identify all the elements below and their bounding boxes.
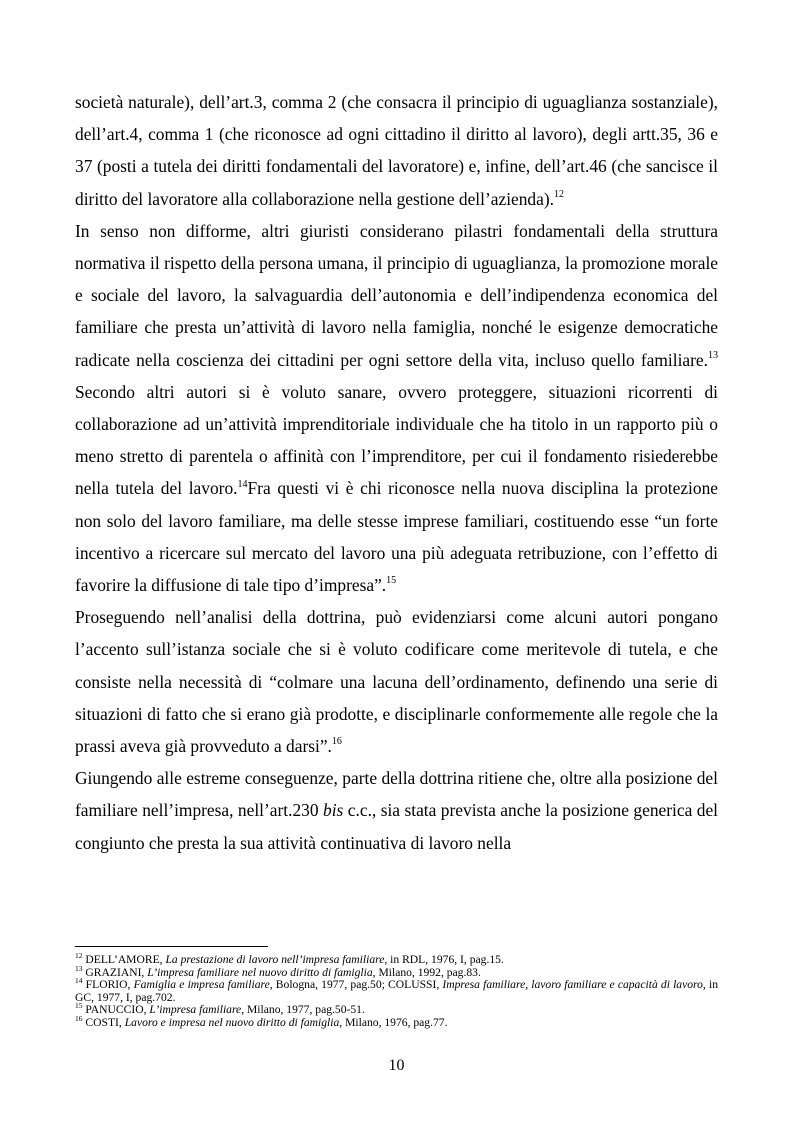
footnote-reference: 16 <box>331 736 342 748</box>
italic-text: L’impresa familiare nel nuovo diritto di famiglia <box>147 965 373 979</box>
text-run: FLORIO, <box>82 978 134 992</box>
text-run: , Milano, 1976, pag.77. <box>339 1015 448 1029</box>
footnote-reference: 15 <box>386 575 397 587</box>
paragraph <box>75 215 718 601</box>
text-run: , Milano, 1992, pag.83. <box>372 965 481 979</box>
italic-text: La prestazione di lavoro nell’impresa familiare <box>165 953 385 966</box>
footnote-number: 12 <box>75 951 83 961</box>
footnote-list <box>75 951 719 1030</box>
italic-text: Famiglia e impresa familiare <box>133 978 270 992</box>
text-run: GRAZIANI, <box>82 965 148 979</box>
text-run: DELL’AMORE, <box>82 953 166 966</box>
text-run: , Milano, 1977, pag.50-51. <box>241 1003 365 1017</box>
paragraph <box>75 86 718 215</box>
text-run: in GC, 1977, I, pag.702. <box>75 978 719 1004</box>
text-run: Secondo altri autori si è voluto sanare, ovvero proteggere, situazioni ricorrenti di collaborazione ad un’attività imprenditoriale individuale che ha titolo in un rapporto più o meno stretto di parentela o affinità con l’imprenditore, per cui il fondamento risiederebbe nella tutela del lavoro. <box>75 381 718 499</box>
paragraph <box>75 762 718 859</box>
italic-text: Impresa familiare, lavoro familiare e capacità di lavoro, <box>442 978 706 992</box>
italic-text: bis <box>323 800 344 821</box>
footnote-number: 15 <box>75 1001 83 1011</box>
text-run: COSTI, <box>82 1015 125 1029</box>
italic-text: Lavoro e impresa nel nuovo diritto di famiglia <box>124 1015 340 1029</box>
footnote-number: 13 <box>75 963 83 973</box>
text-run: Fra questi vi è chi riconosce nella nuova disciplina la protezione non solo del lavoro familiare, ma delle stesse imprese familiari, costituendo esse “un forte incentivo a ricercare sul mercato del lavoro una più adeguata retribuzione, con l’effetto di favorire la diffusione di tale tipo d’impresa”. <box>75 478 718 596</box>
text-run: società naturale), dell’art.3, comma 2 (che consacra il principio di uguaglianza sostanziale), dell’art.4, comma 1 (che riconosce ad ogni cittadino il diritto al lavoro), degli artt.35, 36 e 37 (posti a tutela dei diritti fondamentali del lavoratore) e, infine, dell’art.46 (che sancisce il diritto del lavoratore alla collaborazione nella gestione dell’azienda). <box>75 92 718 209</box>
footnote-reference: 14 <box>237 478 248 490</box>
footnote-separator <box>75 946 268 947</box>
footnote <box>75 1014 718 1030</box>
body-text <box>75 86 718 859</box>
text-run: c.c., sia stata prevista anche la posizione generica del congiunto che presta la sua attività continuativa di lavoro nella <box>75 800 718 853</box>
document-page <box>75 86 718 859</box>
footnote-number: 16 <box>75 1014 83 1024</box>
footnote <box>75 976 719 1004</box>
text-run: Giungendo alle estreme conseguenze, parte della dottrina ritiene che, oltre alla posizione del familiare nell’impresa, nell’art.230 <box>75 768 718 821</box>
text-run: , Bologna, 1977, pag.50; COLUSSI, <box>269 978 443 992</box>
page-number: 10 <box>388 1057 405 1074</box>
footnote-reference: 12 <box>554 188 564 200</box>
footnote-number: 14 <box>75 976 83 986</box>
footnote-reference: 13 <box>708 349 718 361</box>
text-run: In senso non difforme, altri giuristi considerano pilastri fondamentali della struttura normativa il rispetto della persona umana, il principio di uguaglianza, la promozione morale e sociale del lavoro, la salvaguardia dell’autonomia e dell’indipendenza economica del familiare che presta un’attività di lavoro nella famiglia, nonché le esigenze democratiche radicate nella coscienza dei cittadini per ogni settore della vita, incluso quello familiare. <box>75 220 718 370</box>
italic-text: L’impresa familiare <box>149 1003 242 1017</box>
text-run: PANUCCIO, <box>82 1003 150 1017</box>
text-run: , in RDL, 1976, I, pag.15. <box>384 953 504 966</box>
text-run: Proseguendo nell’analisi della dottrina, può evidenziarsi come alcuni autori pongano l’accento sull’istanza sociale che si è voluto codificare come meritevole di tutela, e che consiste nella necessità di “colmare una lacuna dell’ordinamento, definendo una serie di situazioni di fatto che si erano già prodotte, e disciplinarle conformemente alle regole che la prassi aveva già provveduto a darsi”. <box>75 607 718 757</box>
footnotes-section <box>75 946 718 1030</box>
paragraph <box>75 601 718 762</box>
